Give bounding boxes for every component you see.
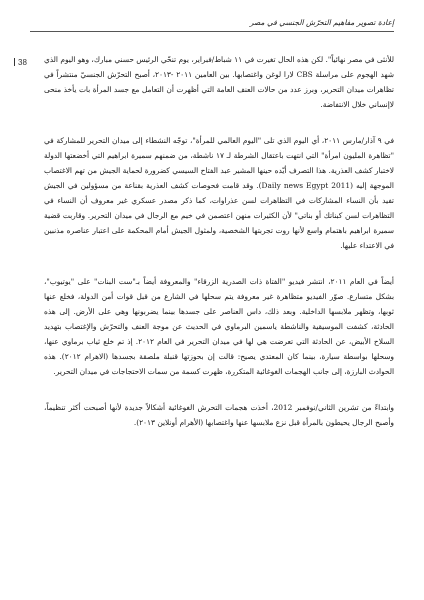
running-header <box>30 18 394 32</box>
paragraph: وابتداءً من تشرين الثاني/نوفمبر 2012، أخذت هجمات التحرش الغوغائية أشكالاً جديدة لأنها أصبحت أكثر تنظيماً، وأصبح الرجال يحيطون بالمرأة قبل نزع ملابسها عنها واغتصابها (الأهرام أونلاين ٢٠١٣). <box>44 403 394 427</box>
body-text <box>44 52 394 451</box>
page-number-text: 38 <box>18 58 27 67</box>
page-number <box>14 58 27 67</box>
running-title: إعادة تصوير مفاهيم التحرّش الجنسي في مصر <box>249 18 394 27</box>
paragraph: في ٩ آذار/مارس ٢٠١١، أي اليوم الذي تلى "اليوم العالمي للمرأة"، توجّه النشطاء إلى ميدان التحرير للمشاركة في "تظاهرة المليون امرأة" التي انتهت باعتقال الشرطة لـ ١٧ ناشطة، من ضمنهم سميرة ابراهيم التي أخضعتها الدولة لاختبار كشف العذرية. هذا التصرف أيّده حينها المشير عبد الفتاح السيسي كضرورة لحماية الجيش من تهم الاغتصاب الموجهة إليه (Daily news Egypt 2011). وقد قامت فحوصات كشف العذرية بقناعة من مسؤولين في الجيش تفيد بأن النساء المشاركات في التظاهرات لسن عذراوات، كما ذكر مصدر عسكري غير معروف أن النساء في التظاهرات لسن كبناتك أو بناتي" لأن الكثيرات منهن اعتصمن في خيم مع الرجال في ميدان التحرير. وقاربت قضية سميرة ابراهيم باهتمام واسع لأنها روت تجربتها الشخصية، ولمثول الجيش أمام المحكمة على اعتبار عناصره مذنبين في الاعتداء عليها. <box>44 136 394 250</box>
paragraph: للأنثى في مصر نهائياً". لكن هذه الحال تغيرت في ١١ شباط/فبراير، يوم تنحّي الرئيس حسني مبارك، وهو اليوم الذي شهد الهجوم على مراسلة CBS لارا لوغن واغتصابها. بين العامين ٢٠١١ -٢٠١٣، أصبح التحرّش الجنسيّ منتشراً في تظاهرات ميدان التحرير، وبرز عدد من حالات العنف العامة التي أظهرت أن التعامل مع جسد المرأة بات يأخذ منحى لاإنساني خلال الانتفاضة. <box>44 55 394 109</box>
page-number-rule <box>14 58 15 66</box>
paragraph: أيضاً في العام ٢٠١١، انتشر فيديو "الفتاة ذات الصدرية الزرقاء" والمعروفة أيضاً بـ"ست البنات" على "يوتيوب"، بشكل متسارع. صوّر الفيديو متظاهرة غير معروفة يتم سحلها في الشارع من قبل قوات أمن الدولة، فخلع عنها ثوبها، وتظهر ملابسها الداخلية. وبعد ذلك، داس العناصر على جسدها بينما يضربونها وهي على الأرض. إلى هذه الحادثة، كشفت الموسيقية والناشطة ياسمين البرماوي في الحديث عن موجة العنف والتحرّش والإغتصاب بتهديد السلاح الأبيض، عن الحادثة التي تعرضت هي لها في ميدان التحرير في العام ٢٠١٢. إذ تم خلع ثياب برماوي عنها، وسحلها بواسطة سيارة، بينما كان المعتدي يصيح: قالت إن بحوزتها قنبلة ملصقة بجسدها (الاهرام ٢٠١٢). هذه الحوادث البارزة، إلى جانب الهجمات الغوغائية المتكررة، ظهرت كسمة من سمات الاحتجاجات في ميدان التحرير. <box>44 277 395 376</box>
